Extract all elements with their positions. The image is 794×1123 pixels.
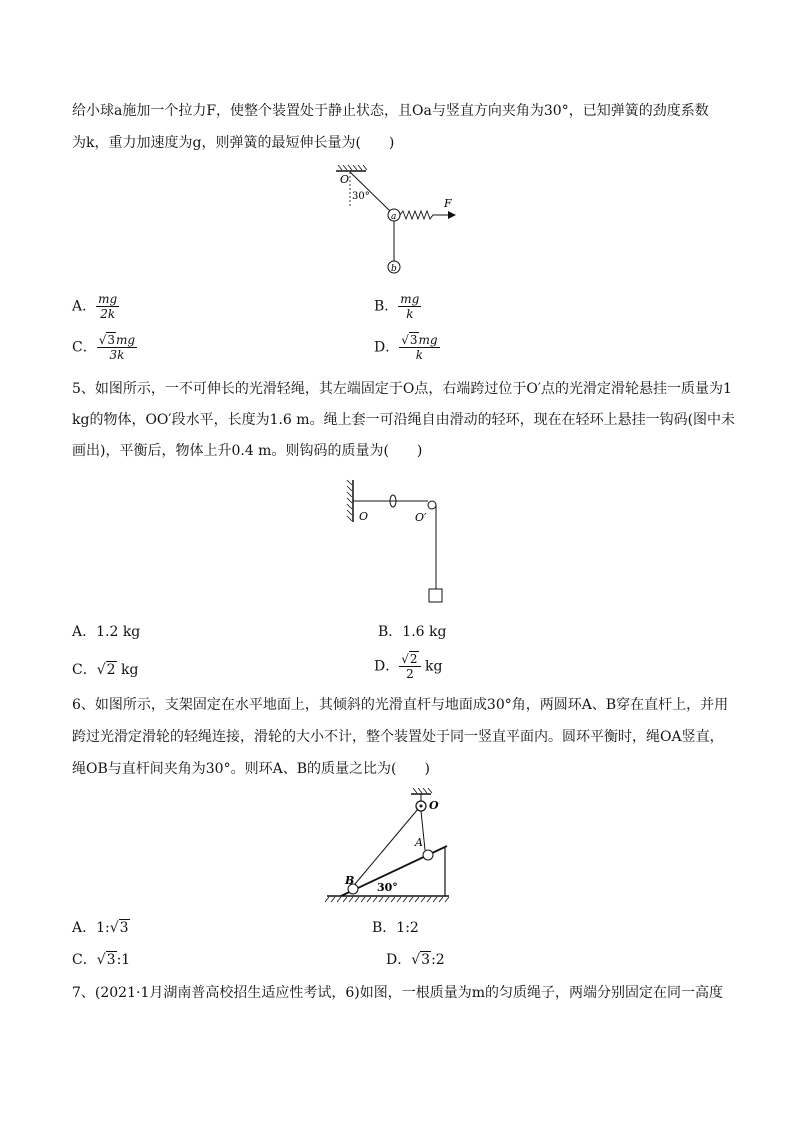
q4-figure (330, 165, 470, 277)
q5-label-O: O (359, 510, 369, 523)
q4-option-a[interactable]: A． $\frac{mg}{2k}$ (72, 292, 118, 321)
q5-stem-line-1: 5、如图所示，一不可伸长的光滑轻绳，其左端固定于O点，右端跨过位于O′点的光滑定滑轮悬挂一质量为1 (72, 381, 732, 397)
q5-label-O-prime: O′ (415, 511, 427, 524)
q4-label-b: b (391, 264, 397, 274)
q6-option-c[interactable]: C．√3:1 (72, 952, 131, 968)
q5-figure (345, 476, 455, 606)
q6-option-a[interactable]: A．1:√3 (72, 920, 129, 936)
q5-option-d[interactable]: D． $\frac{√2}{2}$ kg (374, 652, 443, 681)
q4-option-d[interactable]: D． $\frac{√3mg}{k}$ (374, 333, 438, 362)
q4-option-b[interactable]: B． $\frac{mg}{k}$ (374, 292, 420, 321)
q4-option-c[interactable]: C． $\frac{√3mg}{3k}$ (72, 333, 136, 362)
q4-label-angle: 30° (352, 191, 370, 202)
q4-label-a: a (391, 212, 397, 222)
q6-figure (323, 788, 473, 908)
q5-option-b[interactable]: B．1.6 kg (378, 624, 447, 640)
q5-weight (429, 589, 442, 602)
q6-stem-line-2: 跨过光滑定滑轮的轻绳连接，滑轮的大小不计，整个装置处于同一竖直平面内。圆环平衡时，绳OA竖直， (72, 729, 724, 745)
q6-ring-A (423, 850, 433, 860)
q5-option-c[interactable]: C．√2 kg (72, 662, 139, 678)
q6-label-angle: 30° (377, 881, 398, 894)
q5-stem-line-2: kg的物体，OO′段水平，长度为1.6 m。绳上套一可沿绳自由滑动的轻环，现在在轻环上悬挂一钩码(图中未 (72, 412, 736, 428)
q6-label-A: A (415, 836, 423, 849)
q4-stem-line-2: 为k，重力加速度为g，则弹簧的最短伸长量为( ) (72, 135, 395, 151)
q4-spring (400, 211, 448, 219)
q5-stem-line-3: 画出)，平衡后，物体上升0.4 m。则钩码的质量为( ) (72, 443, 423, 459)
q7-stem-line-1: 7、(2021·1月湖南普高校招生适应性考试，6)如图，一根质量为m的匀质绳子，两端分别固定在同一高度 (72, 985, 723, 1001)
q4-label-O: O (340, 173, 350, 186)
q5-option-a[interactable]: A．1.2 kg (72, 624, 141, 640)
q6-option-d[interactable]: D．√3:2 (386, 952, 445, 968)
q6-label-O: O (429, 799, 439, 812)
q6-stem-line-1: 6、如图所示，支架固定在水平地面上，其倾斜的光滑直杆与地面成30°角，两圆环A、B穿在直杆上，并用 (72, 697, 729, 713)
q4-stem-line-1: 给小球a施加一个拉力F，使整个装置处于静止状态，且Oa与竖直方向夹角为30°，已知弹簧的劲度系数 (72, 103, 709, 119)
q4-label-F: F (444, 197, 452, 210)
q6-stem-line-3: 绳OB与直杆间夹角为30°。则环A、B的质量之比为( ) (72, 761, 430, 777)
q5-pulley (428, 501, 436, 509)
q6-option-b[interactable]: B．1:2 (372, 920, 419, 936)
q6-label-B: B (345, 874, 355, 887)
